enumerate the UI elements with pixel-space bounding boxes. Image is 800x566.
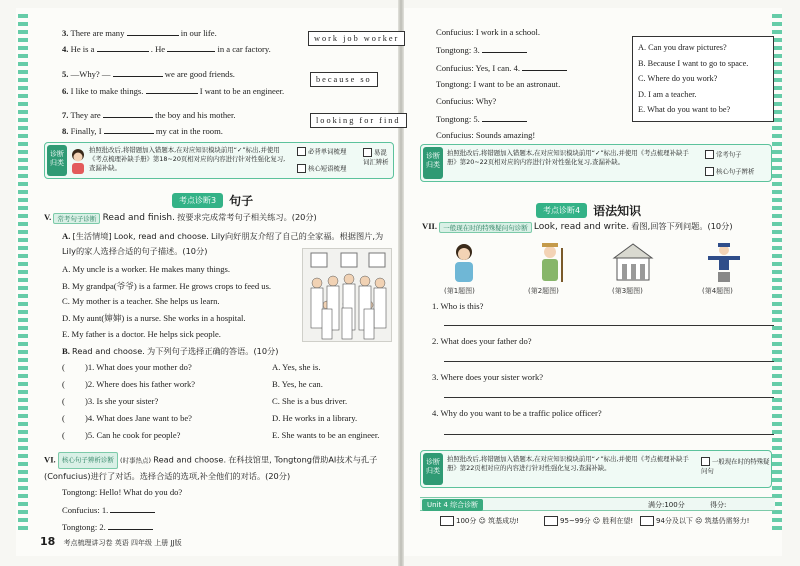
diag-option-label: 核心短语梳理 <box>308 164 347 173</box>
question-text: —Why? — <box>70 69 111 79</box>
dialogue-line <box>436 113 527 124</box>
answer-blank[interactable] <box>127 27 179 36</box>
student-icon <box>69 147 87 175</box>
question-text: my cat in the room. <box>155 126 223 136</box>
dialogue-option: D. I am a teacher. <box>638 89 697 99</box>
dialogue-line: Confucius: I work in a school. <box>436 27 541 37</box>
answer-paren[interactable]: ( <box>62 430 65 440</box>
b-question: )3. Is she your sister? <box>85 396 159 406</box>
part-tag: 核心句子辨析诊断 <box>58 452 118 469</box>
diag-option[interactable] <box>363 148 393 167</box>
question-number: 7. <box>62 110 69 120</box>
dialogue-text: Tongtong: 2. <box>62 522 106 532</box>
part-number: V. <box>44 212 52 222</box>
part-tag: 一般现在时的特殊疑问句诊断 <box>439 222 532 233</box>
question-text: I want to be an engineer. <box>199 86 285 96</box>
section-pill: 考点诊断3 <box>172 193 223 208</box>
b-question: )1. What does your mother do? <box>85 362 192 372</box>
word-box-3: looking for find <box>310 113 407 128</box>
answer-paren[interactable]: ( <box>62 396 65 406</box>
part-v-header <box>44 212 317 224</box>
picture-caption: (第3题图) <box>612 287 643 295</box>
rating-label: 95~99分 ☺ 胜利在望! <box>560 517 634 525</box>
diagnosis-badge: 诊断 归类 <box>423 453 443 485</box>
diagnosis-badge: 诊断 归类 <box>423 147 443 179</box>
b-answer-option: E. She wants to be an engineer. <box>272 430 380 440</box>
building-picture <box>610 240 656 284</box>
answer-line[interactable] <box>444 325 774 326</box>
answer-paren[interactable]: ( <box>62 379 65 389</box>
part-instruction-en: Look, read and write. <box>533 222 630 232</box>
question-number: 8. <box>62 126 69 136</box>
answer-blank[interactable] <box>146 85 198 94</box>
farmer-picture <box>530 240 570 284</box>
part-vi-header <box>44 452 394 484</box>
part-b-header <box>62 346 278 357</box>
checkbox[interactable] <box>297 164 306 173</box>
dialogue-text: Confucius: Yes, I can. 4. <box>436 63 521 73</box>
part-number: VI. <box>44 454 56 465</box>
diagnosis-badge: 诊断 归类 <box>47 145 67 176</box>
question-number: 6. <box>62 86 69 96</box>
checkbox[interactable] <box>297 147 306 156</box>
question-text: He is a <box>70 44 95 54</box>
section-title: 语法知识 <box>593 204 642 218</box>
answer-line[interactable] <box>444 397 774 398</box>
book-spine <box>398 0 404 566</box>
dialogue-line <box>436 62 567 73</box>
a-option: C. My mother is a teacher. She helps us learn. <box>62 296 220 306</box>
question-5 <box>62 68 235 79</box>
part-instruction-cn: 为下列句子选择正确的答语。(10分) <box>147 346 279 356</box>
unit-pill: Unit 4 综合诊断 <box>422 499 483 511</box>
answer-blank[interactable] <box>103 109 153 118</box>
question: 1. Who is this? <box>432 301 484 311</box>
dialogue-text: Tongtong: 5. <box>436 114 480 124</box>
answer-line[interactable] <box>444 361 774 362</box>
question-text: They are <box>70 110 101 120</box>
part-tag-hot: (时事热点) <box>120 456 152 465</box>
question: 4. Why do you want to be a traffic police officer? <box>432 408 602 418</box>
word-box-2: because so <box>310 72 378 87</box>
footer-text: 考点梳理讲习卷 英语 四年级 上册 JJ版 <box>63 539 182 547</box>
diagnosis-box-1 <box>44 142 394 179</box>
question-4 <box>62 43 271 54</box>
question-text: There are many <box>70 28 125 38</box>
diag-option[interactable] <box>705 150 742 160</box>
part-tag: 常考句子诊断 <box>53 213 100 224</box>
police-officer-picture <box>704 240 744 284</box>
dialogue-line <box>62 521 153 532</box>
part-instruction-en: Look, read and choose. <box>113 231 209 241</box>
question-text: the boy and his mother. <box>155 110 236 120</box>
answer-paren[interactable]: ( <box>62 362 65 372</box>
a-option: E. My father is a doctor. He helps sick people. <box>62 329 221 339</box>
part-instruction-cn: 按要求完成常考句子相关练习。(20分) <box>177 212 317 222</box>
diagnosis-instructions: 拍照批改后,将错题加入错题本,在对应知识模块前用“✓”标出,并使用《考点梳理补缺手册》第22页相对应的内容进行针对性强化复习,查漏补缺。 <box>447 455 689 472</box>
dialogue-option: C. Where do you work? <box>638 74 718 83</box>
question-text: . He <box>150 44 166 54</box>
checkbox[interactable] <box>705 167 714 176</box>
answer-blank[interactable] <box>104 125 154 134</box>
diag-option-label: 核心句子辨析 <box>716 167 755 176</box>
question-text: we are good friends. <box>164 69 235 79</box>
section-pill: 考点诊断4 <box>536 203 587 218</box>
page-footer <box>40 535 182 548</box>
section-4-heading <box>536 202 641 219</box>
rating-label: 100分 ☺ 筑基成功! <box>456 517 519 525</box>
answer-blank[interactable] <box>167 43 215 52</box>
part-label: A. <box>62 231 71 241</box>
part-instruction-cn: 看图,回答下列问题。(10分) <box>631 221 733 231</box>
b-answer-option: B. Yes, he can. <box>272 379 323 389</box>
dialogue-text: Tongtong: 3. <box>436 45 480 55</box>
dialogue-line: Tongtong: I want to be an astronaut. <box>436 79 561 89</box>
rating-label: 94分及以下 ☹ 筑基仍需努力! <box>656 517 750 525</box>
b-question: )5. Can he cook for people? <box>85 430 181 440</box>
a-option: B. My grandpa(爷爷) is a farmer. He grows crops to feed us. <box>62 281 272 291</box>
diag-option-label: 易混词汇辨析 <box>363 148 389 166</box>
part-instruction-cn: 在科技馆里, Tongtong借助AI技术与孔子(Confucius)进行了对话。选择合适的选项,补全他们的对话。(20分) <box>44 454 378 481</box>
checkbox[interactable] <box>705 150 714 159</box>
dialogue-option: A. Can you draw pictures? <box>638 43 727 52</box>
dialogue-line <box>62 504 155 515</box>
part-instruction-cn: Lily向好朋友介绍了自己的全家福。根据图片,为Lily的家人选择合适的句子描述。(10分) <box>62 231 384 256</box>
answer-blank[interactable] <box>113 68 163 77</box>
diag-option[interactable] <box>701 457 771 476</box>
left-zigzag-border <box>18 14 28 534</box>
part-instruction-en: Read and choose. <box>153 454 227 465</box>
answer-blank[interactable] <box>522 62 567 71</box>
rating-checkbox[interactable] <box>640 516 654 526</box>
question-number: 5. <box>62 69 69 79</box>
checkbox[interactable] <box>363 148 372 157</box>
rating-checkbox[interactable] <box>440 516 454 526</box>
part-label: B. <box>62 346 70 356</box>
page-number: 18 <box>40 535 56 548</box>
diag-option-label: 一般现在时的特殊疑问句 <box>701 457 770 475</box>
family-picture <box>302 248 392 342</box>
answer-blank[interactable] <box>482 113 527 122</box>
question-text: Finally, I <box>70 126 102 136</box>
answer-blank[interactable] <box>97 43 149 52</box>
part-instruction-en: Read and finish. <box>102 213 175 223</box>
question-number: 3. <box>62 28 69 38</box>
dialogue-options-box <box>632 36 774 122</box>
answer-paren[interactable]: ( <box>62 413 65 423</box>
question-text: in a car factory. <box>217 44 271 54</box>
question-text: in our life. <box>180 28 217 38</box>
diag-option-label: 常考句子 <box>716 150 742 159</box>
score-label: 得分: <box>710 501 727 509</box>
dialogue-text: Confucius: 1. <box>62 505 109 515</box>
b-answer-option: A. Yes, she is. <box>272 362 321 372</box>
diagnosis-instructions: 拍照批改后,将错题加入错题本,在对应知识模块前用“✓”标出,并使用《考点梳理补缺手册》第18~20页相对应的内容进行针对性强化复习,查漏补缺。 <box>89 146 286 172</box>
word-box-1: work job worker <box>308 31 405 46</box>
picture-caption: (第1题图) <box>444 287 475 295</box>
picture-caption: (第4题图) <box>702 287 733 295</box>
diag-option[interactable] <box>297 147 346 157</box>
b-answer-option: C. She is a bus driver. <box>272 396 348 406</box>
diag-option-label: 必背单词梳理 <box>308 147 347 156</box>
rating-checkbox[interactable] <box>544 516 558 526</box>
b-question: )4. What does Jane want to be? <box>85 413 192 423</box>
diag-option[interactable] <box>705 167 754 177</box>
a-option: A. My uncle is a worker. He makes many things. <box>62 264 231 274</box>
diagnosis-instructions: 拍照批改后,将错题加入错题本,在对应知识模块前用“✓”标出,并使用《考点梳理补缺手册》第20~22页相对应的内容进行针对性强化复习,查漏补缺。 <box>447 149 689 166</box>
dialogue-line <box>436 44 527 55</box>
part-number: VII. <box>422 221 438 231</box>
part-tag: [生活情境] <box>72 231 112 241</box>
question-number: 4. <box>62 44 69 54</box>
answer-blank[interactable] <box>110 504 155 513</box>
rating-option[interactable] <box>440 516 519 526</box>
dialogue-line: Tongtong: Hello! What do you do? <box>62 487 183 497</box>
b-answer-option: D. He works in a library. <box>272 413 358 423</box>
part-instruction-en: Read and choose. <box>72 346 145 356</box>
full-score: 满分:100分 <box>648 501 685 509</box>
part-vii-header <box>422 221 733 233</box>
checkbox[interactable] <box>701 457 710 466</box>
question: 2. What does your father do? <box>432 336 532 346</box>
question-3 <box>62 27 217 38</box>
question-6 <box>62 85 284 96</box>
section-3-heading <box>172 192 253 209</box>
a-option: D. My aunt(婶婶) is a nurse. She works in a hospital. <box>62 313 246 323</box>
dialogue-line: Confucius: Why? <box>436 96 497 106</box>
question: 3. Where does your sister work? <box>432 372 544 382</box>
b-question: )2. Where does his father work? <box>85 379 196 389</box>
woman-picture <box>444 240 484 284</box>
picture-caption: (第2题图) <box>528 287 559 295</box>
answer-blank[interactable] <box>108 521 153 530</box>
diagnosis-box-2 <box>420 144 772 182</box>
question-text: I like to make things. <box>70 86 144 96</box>
rating-option[interactable] <box>640 516 749 526</box>
section-title: 句子 <box>229 194 254 208</box>
rating-option[interactable] <box>544 516 633 526</box>
unit-summary-bar <box>420 497 775 511</box>
diagnosis-box-3 <box>420 450 772 488</box>
dialogue-option: E. What do you want to be? <box>638 105 731 114</box>
dialogue-line: Confucius: Sounds amazing! <box>436 130 536 140</box>
question-7 <box>62 109 236 120</box>
answer-blank[interactable] <box>482 44 527 53</box>
question-8 <box>62 125 223 136</box>
dialogue-option: B. Because I want to go to space. <box>638 58 749 68</box>
diag-option[interactable] <box>297 164 346 174</box>
family-illustration <box>303 249 393 343</box>
answer-line[interactable] <box>444 434 774 435</box>
